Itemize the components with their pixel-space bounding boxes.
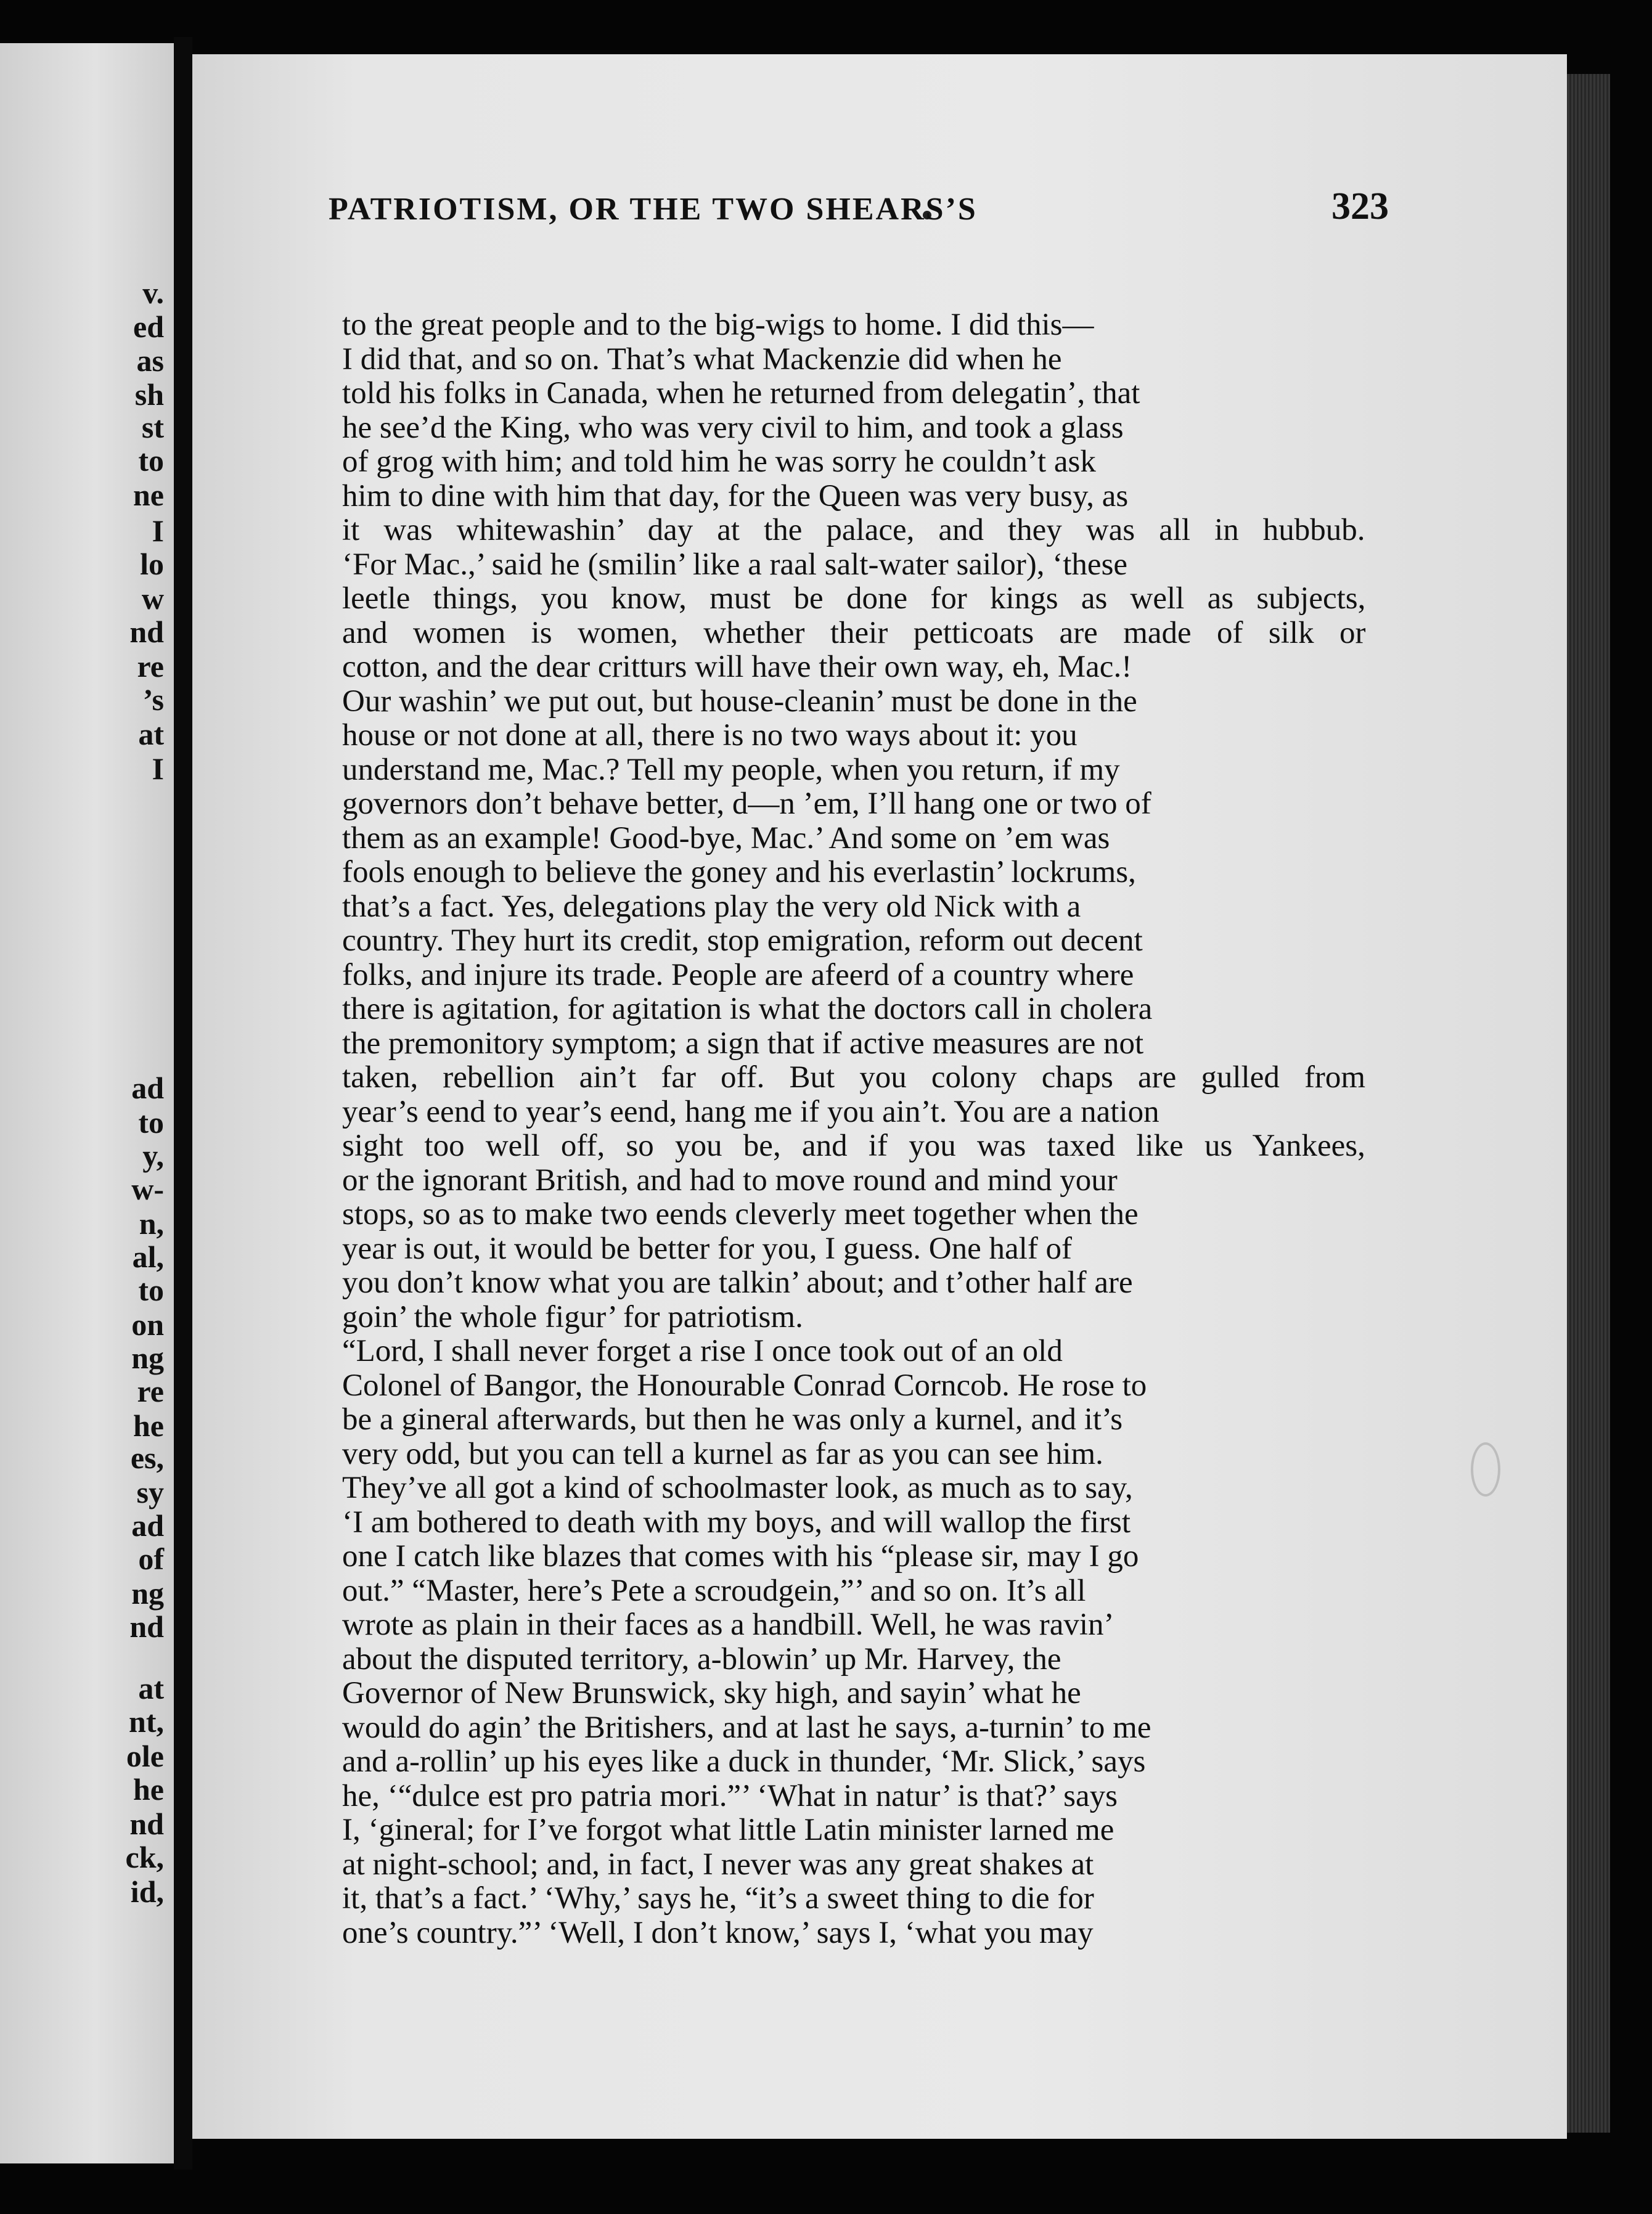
text-line: out.” “Master, here’s Pete a scroudgein,”’ and so on. It’s all xyxy=(342,1573,1086,1608)
text-line: year is out, it would be better for you, I guess. One half of xyxy=(342,1231,1073,1266)
left-page-fragment: nd xyxy=(129,1609,164,1644)
text-line: them as an example! Good-bye, Mac.’ And some on ’em was xyxy=(342,820,1110,856)
left-page-fragment: ck, xyxy=(125,1840,164,1874)
left-page-fragment: ’s xyxy=(142,682,164,717)
text-line: and a-rollin’ up his eyes like a duck in thunder, ‘Mr. Slick,’ says xyxy=(342,1744,1146,1779)
text-line: wrote as plain in their faces as a handbill. Well, he was ravin’ xyxy=(342,1607,1114,1642)
text-line: I did that, and so on. That’s what Mackenzie did when he xyxy=(342,341,1062,377)
left-page-fragment: nd xyxy=(129,1807,164,1841)
left-page-fragment: id, xyxy=(130,1874,164,1909)
text-line: ‘I am bothered to death with my boys, and will wallop the first xyxy=(342,1505,1131,1540)
left-page-fragment: re xyxy=(137,649,164,684)
text-line: the premonitory symptom; a sign that if active measures are not xyxy=(342,1026,1144,1061)
smudge-mark xyxy=(1471,1442,1500,1497)
text-line: one I catch like blazes that comes with his “please sir, may I go xyxy=(342,1539,1139,1574)
text-line: would do agin’ the Britishers, and at last he says, a-turnin’ to me xyxy=(342,1710,1151,1745)
text-line: be a gineral afterwards, but then he was only a kurnel, and it’s xyxy=(342,1402,1123,1437)
text-line: to the great people and to the big-wigs to home. I did this— xyxy=(342,308,1094,342)
left-page-fragment: al, xyxy=(132,1240,164,1274)
left-page-fragment: re xyxy=(137,1374,164,1408)
left-page-fragment: I xyxy=(152,513,164,548)
left-page-fragment: v. xyxy=(142,276,164,310)
text-line: about the disputed territory, a-blowin’ up Mr. Harvey, the xyxy=(342,1641,1061,1677)
text-line: folks, and injure its trade. People are afeerd of a country where xyxy=(342,957,1134,992)
left-page-fragment: to xyxy=(138,1105,164,1140)
left-page-fragment: w- xyxy=(131,1172,164,1206)
text-line: he, ‘“dulce est pro patria mori.”’ ‘What in natur’ is that?’ says xyxy=(342,1778,1118,1813)
text-line: it, that’s a fact.’ ‘Why,’ says he, “it’s a sweet thing to die for xyxy=(342,1881,1094,1916)
left-page-fragment: ne xyxy=(133,478,164,512)
text-line: Governor of New Brunswick, sky high, and sayin’ what he xyxy=(342,1676,1081,1710)
left-page-fragment: I xyxy=(152,751,164,786)
text-line: “Lord, I shall never forget a rise I once took out of an old xyxy=(342,1334,1063,1368)
text-line: house or not done at all, there is no two ways about it: you xyxy=(342,718,1077,753)
text-line: taken, rebellion ain’t far off. But you colony chaps are gulled from xyxy=(342,1060,1366,1095)
left-page-fragment: ad xyxy=(131,1071,164,1105)
text-line: leetle things, you know, must be done for kings as well as subjects, xyxy=(342,581,1366,616)
page-edge xyxy=(1567,74,1610,2133)
left-page-fragment: to xyxy=(138,443,164,478)
left-page-fragment: y, xyxy=(142,1138,164,1173)
left-page-fragment: st xyxy=(141,410,164,444)
left-page-fragment: he xyxy=(133,1772,164,1807)
text-line: and women is women, whether their petticoats are made of silk or xyxy=(342,615,1366,650)
text-line: ‘For Mac.,’ said he (smilin’ like a raal salt-water sailor), ‘these xyxy=(342,547,1128,582)
left-facing-page xyxy=(0,43,174,2163)
left-page-fragment: ole xyxy=(126,1739,164,1773)
text-line: goin’ the whole figur’ for patriotism. xyxy=(342,1299,803,1334)
left-page-fragment: n, xyxy=(139,1206,164,1241)
left-page-fragment: w xyxy=(141,581,164,616)
text-line: there is agitation, for agitation is what the doctors call in cholera xyxy=(342,992,1153,1026)
left-page-fragment: es, xyxy=(130,1440,164,1475)
text-line: Colonel of Bangor, the Honourable Conrad Corncob. He rose to xyxy=(342,1368,1147,1403)
text-line: country. They hurt its credit, stop emigration, reform out decent xyxy=(342,923,1143,958)
text-line: They’ve all got a kind of schoolmaster look, as much as to say, xyxy=(342,1471,1133,1505)
text-line: Our washin’ we put out, but house-cleanin’ must be done in the xyxy=(342,684,1137,719)
left-page-fragment: as xyxy=(136,343,164,378)
text-line: or the ignorant British, and had to move round and mind your xyxy=(342,1162,1118,1198)
left-page-fragment: nt, xyxy=(129,1704,164,1739)
text-line: cotton, and the dear critturs will have their own way, eh, Mac.! xyxy=(342,650,1132,684)
left-page-fragment: sh xyxy=(134,377,164,412)
left-page-fragment: at xyxy=(138,717,164,751)
running-head xyxy=(329,185,1413,234)
text-line: told his folks in Canada, when he returned from delegatin’, that xyxy=(342,376,1140,411)
left-page-fragment: of xyxy=(138,1542,164,1576)
left-page-fragment: sy xyxy=(136,1475,164,1509)
text-line: sight too well off, so you be, and if you was taxed like us Yankees, xyxy=(342,1129,1365,1163)
text-line: year’s eend to year’s eend, hang me if you ain’t. You are a nation xyxy=(342,1094,1159,1129)
text-line: at night-school; and, in fact, I never was any great shakes at xyxy=(342,1847,1094,1882)
left-page-fragment: at xyxy=(138,1671,164,1705)
text-line: governors don’t behave better, d—n ’em, I’ll hang one or two of xyxy=(342,786,1151,821)
left-page-fragment: on xyxy=(131,1307,164,1342)
book-gutter xyxy=(174,37,192,2170)
text-line: it was whitewashin’ day at the palace, and they was all in hubbub. xyxy=(342,513,1365,547)
text-line: I, ‘gineral; for I’ve forgot what little Latin minister larned me xyxy=(342,1813,1114,1847)
text-line: him to dine with him that day, for the Queen was very busy, as xyxy=(342,478,1129,513)
left-page-fragment: ed xyxy=(133,309,164,344)
left-page-fragment: ng xyxy=(131,1576,164,1611)
left-page-fragment: ng xyxy=(131,1341,164,1375)
left-page-fragment: to xyxy=(138,1273,164,1307)
left-page-fragment: ad xyxy=(131,1508,164,1543)
text-line: you don’t know what you are talkin’ about; and t’other half are xyxy=(342,1265,1133,1300)
left-page-fragment: he xyxy=(133,1408,164,1443)
text-line: understand me, Mac.? Tell my people, when you return, if my xyxy=(342,752,1120,787)
left-page-fragment: lo xyxy=(140,547,164,581)
text-line: that’s a fact. Yes, delegations play the very old Nick with a xyxy=(342,889,1081,924)
text-line: very odd, but you can tell a kurnel as far as you can see him. xyxy=(342,1436,1103,1471)
body-text xyxy=(342,308,1365,1950)
text-line: stops, so as to make two eends cleverly meet together when the xyxy=(342,1197,1139,1232)
text-line: he see’d the King, who was very civil to him, and took a glass xyxy=(342,410,1124,445)
left-page-fragment: nd xyxy=(129,615,164,649)
running-title: PATRIOTISM, OR THE TWO SHEARS’S xyxy=(329,192,978,227)
text-line: fools enough to believe the goney and his everlastin’ lockrums, xyxy=(342,855,1136,889)
text-line: of grog with him; and told him he was sorry he couldn’t ask xyxy=(342,444,1096,479)
text-line: one’s country.”’ ‘Well, I don’t know,’ says I, ‘what you may xyxy=(342,1915,1094,1950)
page-number: 323 xyxy=(1331,186,1389,227)
